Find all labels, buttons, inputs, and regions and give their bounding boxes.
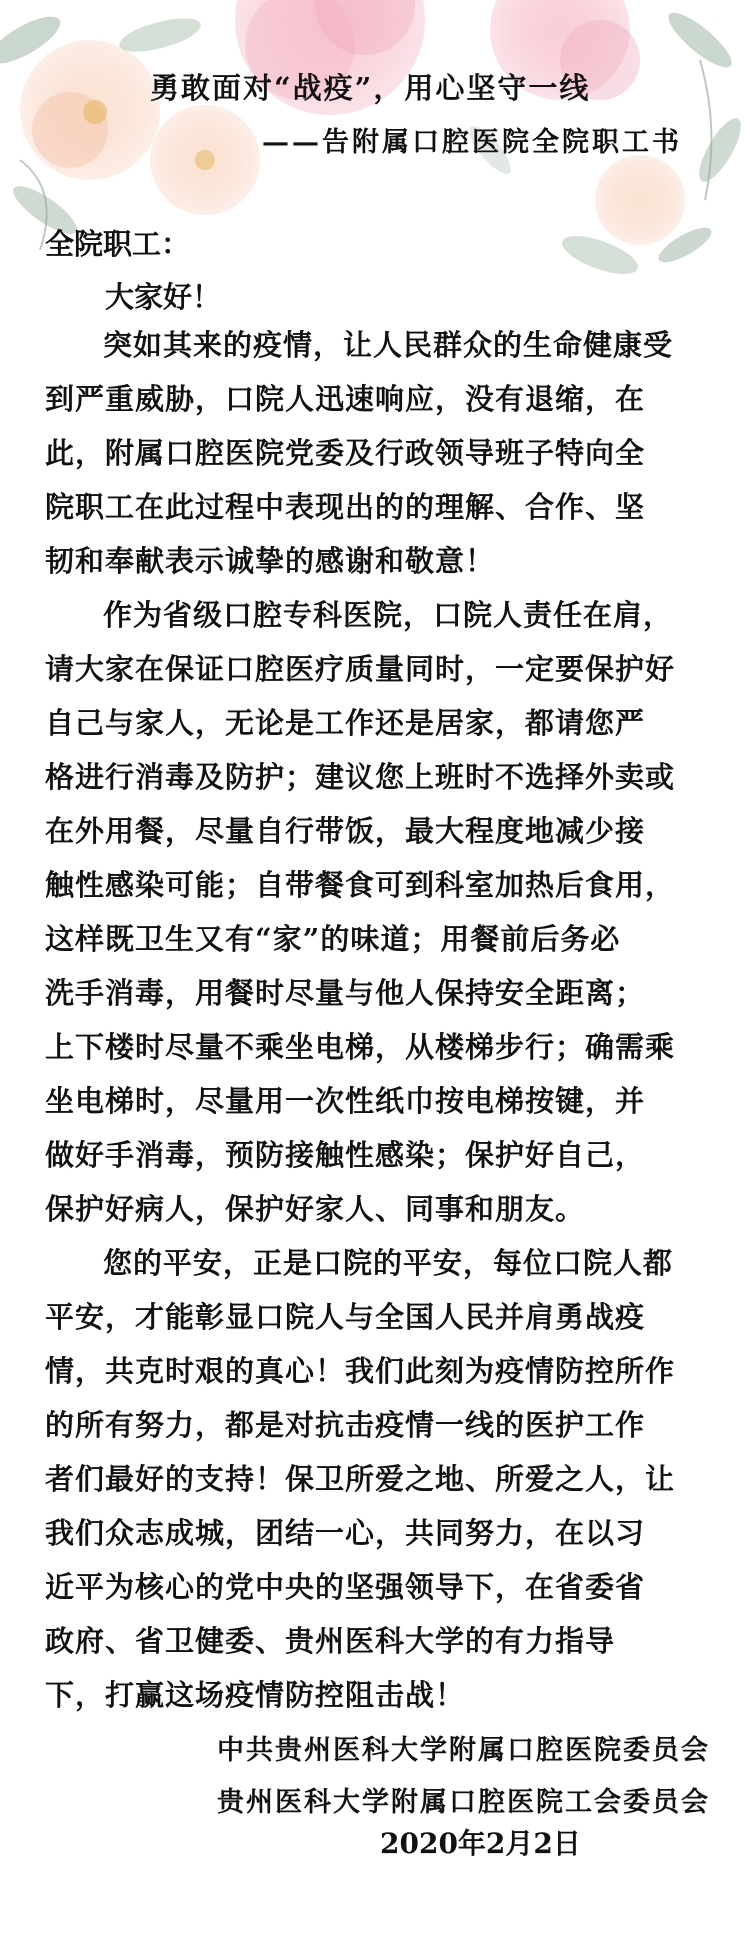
body-line: 近平为核心的党中央的坚强领导下，在省委省 (45, 1570, 646, 1604)
body-line: 做好手消毒，预防接触性感染；保护好自己， (45, 1138, 646, 1172)
body-line: 请大家在保证口腔医疗质量同时，一定要保护好 (45, 652, 676, 686)
body-line: 在外用餐，尽量自行带饭，最大程度地减少接 (45, 814, 646, 848)
body-line: 洗手消毒，用餐时尽量与他人保持安全距离； (45, 976, 646, 1010)
letter-body (45, 318, 735, 1722)
body-line: 触性感染可能；自带餐食可到科室加热后食用， (45, 868, 676, 902)
body-line: 韧和奉献表示诚挚的感谢和敬意！ (45, 544, 496, 578)
signature-block (217, 1725, 710, 1829)
letter-subtitle: ——告附属口腔医院全院职工书 (262, 127, 682, 158)
body-line: 平安，才能彰显口院人与全国人民并肩勇战疫 (45, 1300, 646, 1334)
greeting: 大家好！ (105, 280, 222, 314)
letter-date: 2020年2月2日 (380, 1827, 581, 1860)
body-line: 我们众志成城，团结一心，共同努力，在以习 (45, 1516, 646, 1550)
body-line: 坐电梯时，尽量用一次性纸巾按电梯按键，并 (45, 1084, 646, 1118)
body-line: 情，共克时艰的真心！我们此刻为疫情防控所作 (45, 1354, 676, 1388)
body-line: 院职工在此过程中表现出的的理解、合作、坚 (45, 490, 646, 524)
body-line: 下，打赢这场疫情防控阻击战！ (45, 1678, 466, 1712)
signature-union-committee: 贵州医科大学附属口腔医院工会委员会 (217, 1787, 710, 1818)
body-line: 自己与家人，无论是工作还是居家，都请您严 (45, 706, 646, 740)
salutation: 全院职工： (45, 227, 191, 261)
letter-title: 勇敢面对“战疫”，用心坚守一线 (150, 71, 591, 105)
body-line: 格进行消毒及防护；建议您上班时不选择外卖或 (45, 760, 676, 794)
signature-party-committee: 中共贵州医科大学附属口腔医院委员会 (217, 1735, 710, 1766)
body-line: 的所有努力，都是对抗击疫情一线的医护工作 (45, 1408, 646, 1442)
body-line: 此，附属口腔医院党委及行政领导班子特向全 (45, 436, 646, 470)
body-line: 这样既卫生又有“家”的味道；用餐前后务必 (45, 922, 621, 956)
body-line: 到严重威胁，口院人迅速响应，没有退缩，在 (45, 382, 646, 416)
body-line: 者们最好的支持！保卫所爱之地、所爱之人，让 (45, 1462, 676, 1496)
body-line: 政府、省卫健委、贵州医科大学的有力指导 (45, 1624, 616, 1658)
body-line: 上下楼时尽量不乘坐电梯，从楼梯步行；确需乘 (45, 1030, 676, 1064)
body-line: 保护好病人，保护好家人、同事和朋友。 (45, 1192, 586, 1226)
body-line: 突如其来的疫情，让人民群众的生命健康受 (103, 328, 674, 362)
body-line: 作为省级口腔专科医院，口院人责任在肩， (103, 598, 674, 632)
body-line: 您的平安，正是口院的平安，每位口院人都 (103, 1246, 674, 1280)
